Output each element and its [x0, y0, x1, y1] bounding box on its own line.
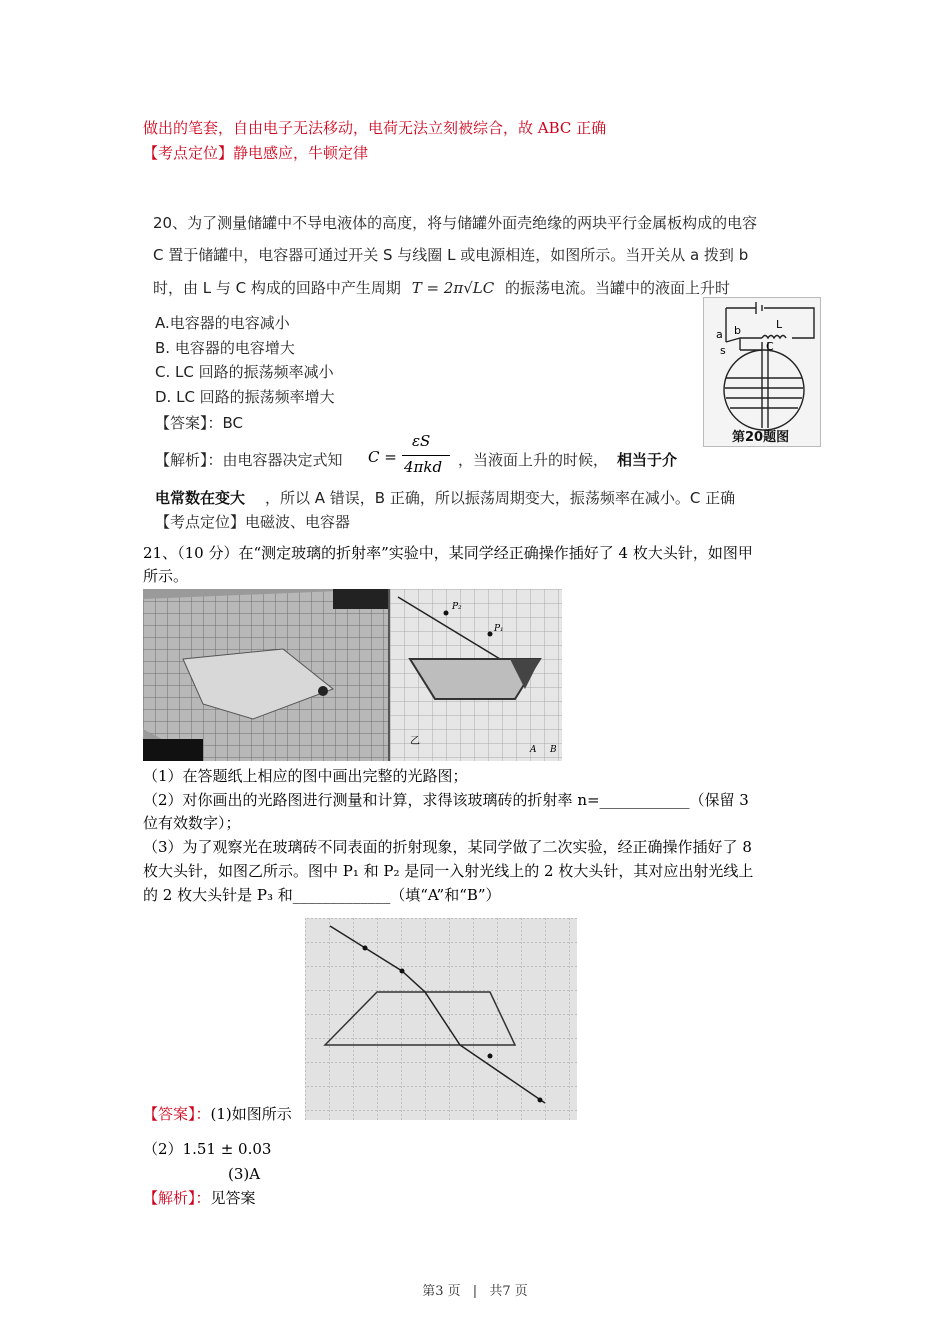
formula-lhs: C = — [368, 448, 397, 466]
photo-yi — [388, 589, 562, 761]
q21-answer — [143, 1104, 292, 1124]
q21-sub2: （2）对你画出的光路图进行测量和计算，求得该玻璃砖的折射率 n=____________（保留 3 — [143, 791, 749, 809]
q21-jiexi-text: 见答案 — [210, 1189, 256, 1207]
q20-figure — [703, 297, 821, 447]
q20-option-c: C. LC 回路的振荡频率减小 — [155, 363, 334, 381]
page-total: 共7 页 — [489, 1284, 528, 1299]
q20-answer: 【答案】：BC — [155, 414, 244, 432]
prev-kaodian: 【考点定位】静电感应，牛顿定律 — [143, 144, 369, 162]
q20-line3 — [153, 277, 730, 298]
label-A: A — [530, 745, 537, 755]
q20-jiexi-label: 【解析】：由电容器决定式知 — [155, 451, 343, 469]
page-number: 第3 页 — [422, 1284, 461, 1299]
photo-jia — [143, 589, 388, 761]
q20-kaodian: 【考点定位】电磁波、电容器 — [155, 513, 351, 531]
label-L: L — [776, 318, 783, 331]
q21-sub3c: 的 2 枚大头针是 P₃ 和_____________（填“A”和“B”） — [143, 886, 501, 904]
q21-answer-2: （2）1.51 ± 0.03 — [143, 1140, 272, 1158]
q21-answer-3: (3)A — [228, 1165, 261, 1183]
q21-sub3a: （3）为了观察光在玻璃砖不同表面的折射现象，某同学做了二次实验，经正确操作插好了 8 — [143, 838, 752, 856]
q20-line3b: 的振荡电流。当罐中的液面上升时 — [504, 279, 730, 297]
fraction-bar — [402, 455, 450, 456]
q20-option-b: B. 电容器的电容增大 — [155, 339, 295, 357]
q21-answer-1: (1)如图所示 — [210, 1105, 292, 1123]
q20-figure-caption: 第20题图 — [732, 430, 790, 445]
q21-line1: 21、（10 分）在“测定玻璃的折射率”实验中，某同学经正确操作插好了 4 枚大头针，如图甲 — [143, 544, 753, 562]
answer-figure — [305, 918, 577, 1120]
q21-answer-label: 【答案】： — [143, 1105, 211, 1123]
q21-sub1: （1）在答题纸上相应的图中画出完整的光路图； — [143, 767, 468, 785]
label-s: s — [720, 344, 726, 357]
q20-line1: 20、为了测量储罐中不导电液体的高度，将与储罐外面壳绝缘的两块平行金属板构成的电容 — [153, 214, 758, 232]
q20-jiexi-bold2: 电常数在变大 — [155, 489, 246, 507]
page-footer — [0, 1280, 950, 1299]
q20-line3a: 时，由 L 与 C 构成的回路中产生周期 — [153, 279, 401, 297]
q21-sub3b: 枚大头针，如图乙所示。图中 P₁ 和 P₂ 是同一入射光线上的 2 枚大头针，其对应出射光线上 — [143, 862, 754, 880]
q20-jiexi-bold1: 相当于介 — [617, 451, 678, 469]
period-formula: T = 2π√LC — [411, 279, 495, 297]
q20-line2: C 置于储罐中，电容器可通过开关 S 与线圈 L 或电源相连，如图所示。当开关从 a 拨到 b — [153, 246, 749, 264]
formula-denominator: 4πkd — [404, 458, 443, 476]
footer-separator: | — [472, 1284, 478, 1299]
answer-light-path — [305, 918, 577, 1120]
label-C: C — [766, 340, 774, 353]
glass-photo-jia — [143, 589, 388, 761]
q20-jiexi-rest: ，所以 A 错误，B 正确，所以振荡周期变大，振荡频率在减小。C 正确 — [265, 489, 736, 507]
label-b: b — [734, 324, 741, 337]
formula-numerator: εS — [412, 432, 431, 450]
label-P1: P₁ — [494, 624, 504, 634]
q21-line2: 所示。 — [143, 567, 189, 585]
q20-option-a: A.电容器的电容减小 — [155, 314, 290, 332]
q20-option-d: D. LC 回路的振荡频率增大 — [155, 388, 335, 406]
q21-sub2b: 位有效数字）； — [143, 814, 241, 832]
label-P2: P₂ — [452, 602, 462, 612]
capacitance-formula — [368, 430, 454, 480]
circuit-diagram — [704, 298, 820, 446]
q21-jiexi — [143, 1188, 256, 1208]
label-yi: 乙 — [410, 736, 420, 747]
q21-jiexi-label: 【解析】： — [143, 1189, 211, 1207]
label-a: a — [716, 328, 723, 341]
q20-jiexi-mid: ，当液面上升的时候， — [458, 451, 609, 469]
glass-photo-yi — [390, 589, 562, 761]
label-B: B — [550, 745, 557, 755]
prev-line: 做出的笔套，自由电子无法移动，电荷无法立刻被综合，故 ABC 正确 — [143, 119, 607, 137]
